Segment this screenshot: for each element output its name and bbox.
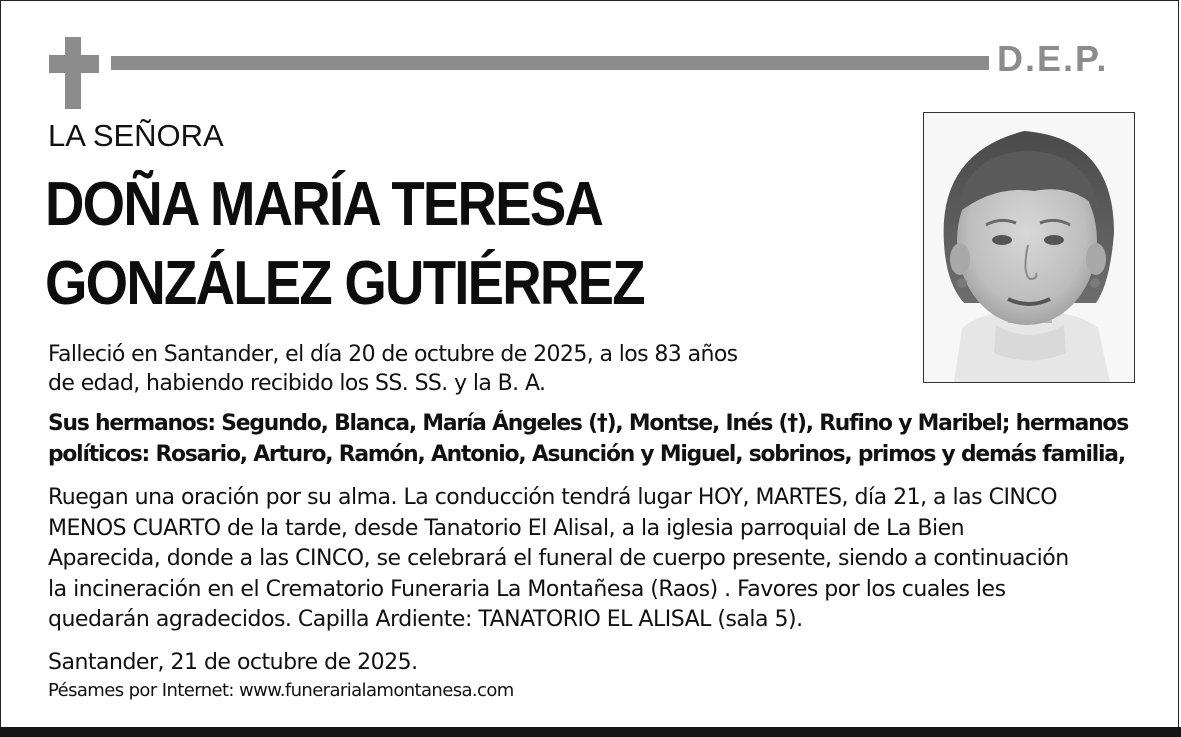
dep-heading: D.E.P.	[997, 38, 1109, 79]
ceremony-line: Ruegan una oración por su alma. La conducción tendrá lugar HOY, MARTES, día 21, a las CINCO	[48, 485, 1058, 510]
family-text	[48, 408, 1139, 470]
place-date: Santander, 21 de octubre de 2025.	[48, 650, 418, 675]
portrait-image	[924, 113, 1134, 382]
bottom-rule	[0, 727, 1181, 737]
cross-icon	[65, 37, 81, 109]
ceremony-line: MENOS CUARTO de la tarde, desde Tanatorio El Alisal, a la iglesia parroquial de La Bien	[48, 515, 965, 541]
honorific: LA SEÑORA	[48, 118, 224, 153]
family-line: políticos: Rosario, Arturo, Ramón, Antonio, Asunción y Miguel, sobrinos, primos y demás familia,	[48, 442, 1125, 467]
ceremony-line: la incineración en el Crematorio Funeraria La Montañesa (Raos) . Favores por los cuales les	[48, 576, 1006, 602]
death-notice-line: Falleció en Santander, el día 20 de octubre de 2025, a los 83 años	[48, 342, 738, 367]
header-rule	[111, 56, 989, 70]
death-notice-text	[48, 340, 738, 398]
ceremony-text	[48, 483, 1069, 636]
condolences-link[interactable]: Pésames por Internet: www.funerarialamontanesa.com	[48, 680, 514, 701]
deceased-name-line-2: GONZÁLEZ GUTIÉRREZ	[45, 249, 644, 318]
ceremony-line: quedarán agradecidos. Capilla Ardiente: TANATORIO EL ALISAL (sala 5).	[48, 607, 803, 632]
deceased-name-line-1: DOÑA MARÍA TERESA	[45, 170, 603, 239]
ceremony-line: Aparecida, donde a las CINCO, se celebrará el funeral de cuerpo presente, siendo a continuación	[48, 546, 1069, 571]
death-notice-line: de edad, habiendo recibido los SS. SS. y la B. A.	[48, 371, 546, 396]
cross-icon-arm	[49, 55, 99, 73]
family-line: Sus hermanos: Segundo, Blanca, María Ángeles (†), Montse, Inés (†), Rufino y Maribel; hermanos	[48, 411, 1128, 436]
portrait-photo	[923, 112, 1135, 383]
